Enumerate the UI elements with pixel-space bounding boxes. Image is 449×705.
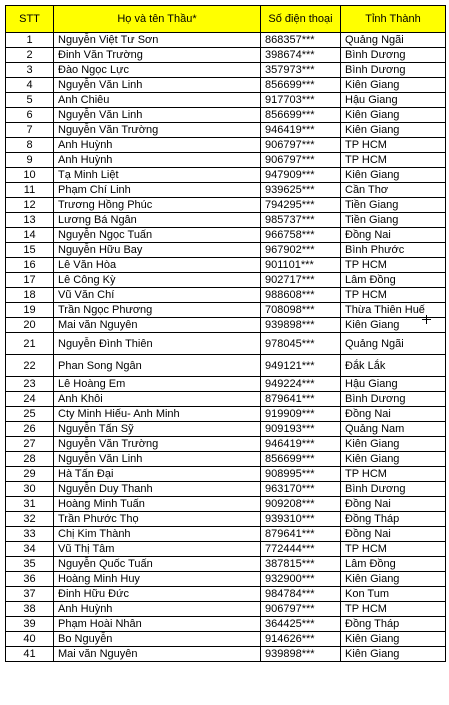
cell-stt[interactable]: 7	[6, 123, 54, 138]
cell-phone[interactable]: 364425***	[261, 617, 341, 632]
table-row	[6, 437, 446, 452]
cell-stt[interactable]: 9	[6, 153, 54, 168]
table-row	[6, 108, 446, 123]
cell-stt[interactable]: 12	[6, 198, 54, 213]
cell-stt[interactable]: 17	[6, 273, 54, 288]
cell-name[interactable]: Đào Ngọc Lực	[54, 63, 261, 78]
cell-stt[interactable]: 10	[6, 168, 54, 183]
cell-name[interactable]: Phan Song Ngân	[54, 355, 261, 377]
table-row	[6, 303, 446, 318]
cell-name[interactable]: Nguyễn Tấn Sỹ	[54, 422, 261, 437]
cell-name[interactable]: Anh Huỳnh	[54, 153, 261, 168]
table-row	[6, 123, 446, 138]
cell-stt[interactable]: 41	[6, 647, 54, 662]
table-row	[6, 183, 446, 198]
cell-phone[interactable]: 357973***	[261, 63, 341, 78]
cell-province[interactable]: Kiên Giang	[341, 437, 446, 452]
cell-province[interactable]: Lâm Đồng	[341, 557, 446, 572]
cell-stt[interactable]: 3	[6, 63, 54, 78]
cell-stt[interactable]: 36	[6, 572, 54, 587]
cell-province[interactable]: Đắk Lắk	[341, 355, 446, 377]
cell-phone[interactable]: 906797***	[261, 138, 341, 153]
cell-name[interactable]: Nguyễn Ngọc Tuấn	[54, 228, 261, 243]
cell-province[interactable]: Đồng Nai	[341, 228, 446, 243]
cell-stt[interactable]: 22	[6, 355, 54, 377]
cell-name[interactable]: Bo Nguyễn	[54, 632, 261, 647]
cell-province[interactable]: Đồng Nai	[341, 407, 446, 422]
cell-phone[interactable]: 946419***	[261, 437, 341, 452]
table-row	[6, 647, 446, 662]
cell-province[interactable]: Tiền Giang	[341, 213, 446, 228]
cell-phone[interactable]: 909208***	[261, 497, 341, 512]
cell-province[interactable]: Hậu Giang	[341, 93, 446, 108]
table-row	[6, 572, 446, 587]
cell-name[interactable]: Chị Kim Thành	[54, 527, 261, 542]
cell-stt[interactable]: 4	[6, 78, 54, 93]
cell-name[interactable]: Lê Công Kỳ	[54, 273, 261, 288]
cell-name[interactable]: Hoàng Minh Huy	[54, 572, 261, 587]
cell-phone[interactable]: 949121***	[261, 355, 341, 377]
cell-province[interactable]: Kiên Giang	[341, 632, 446, 647]
cell-phone[interactable]: 917703***	[261, 93, 341, 108]
cell-name[interactable]: Anh Chiêu	[54, 93, 261, 108]
cell-province[interactable]: TP HCM	[341, 288, 446, 303]
cell-name[interactable]: Nguyễn Văn Linh	[54, 452, 261, 467]
cell-name[interactable]: Hà Tấn Đại	[54, 467, 261, 482]
cell-province[interactable]: Đồng Nai	[341, 527, 446, 542]
cell-name[interactable]: Vũ Văn Chí	[54, 288, 261, 303]
cell-phone[interactable]: 985737***	[261, 213, 341, 228]
table-row	[6, 63, 446, 78]
cell-name[interactable]: Đinh Văn Trường	[54, 48, 261, 63]
cell-province[interactable]: Quảng Ngãi	[341, 333, 446, 355]
cell-name[interactable]: Đinh Hữu Đức	[54, 587, 261, 602]
cell-name[interactable]: Anh Huỳnh	[54, 138, 261, 153]
cell-stt[interactable]: 40	[6, 632, 54, 647]
cell-province[interactable]: TP HCM	[341, 153, 446, 168]
cell-stt[interactable]: 11	[6, 183, 54, 198]
cell-phone[interactable]: 988608***	[261, 288, 341, 303]
cell-phone[interactable]: 901101***	[261, 258, 341, 273]
cell-phone[interactable]: 909193***	[261, 422, 341, 437]
cell-name[interactable]: Vũ Thị Tâm	[54, 542, 261, 557]
cell-stt[interactable]: 13	[6, 213, 54, 228]
cell-stt[interactable]: 32	[6, 512, 54, 527]
cell-name[interactable]: Trương Hồng Phúc	[54, 198, 261, 213]
cell-name[interactable]: Lê Hoàng Em	[54, 377, 261, 392]
table-row	[6, 422, 446, 437]
cell-name[interactable]: Lương Bá Ngân	[54, 213, 261, 228]
table-row	[6, 228, 446, 243]
cell-stt[interactable]: 35	[6, 557, 54, 572]
cell-stt[interactable]: 39	[6, 617, 54, 632]
cell-phone[interactable]: 708098***	[261, 303, 341, 318]
cell-phone[interactable]: 879641***	[261, 527, 341, 542]
cell-phone[interactable]: 939310***	[261, 512, 341, 527]
cell-phone[interactable]: 908995***	[261, 467, 341, 482]
header-row	[6, 6, 446, 33]
cell-province[interactable]: TP HCM	[341, 467, 446, 482]
cell-name[interactable]: Nguyễn Văn Trường	[54, 437, 261, 452]
cell-name[interactable]: Cty Minh Hiếu- Anh Minh	[54, 407, 261, 422]
cell-province[interactable]: Bình Phước	[341, 243, 446, 258]
cell-stt[interactable]: 15	[6, 243, 54, 258]
cell-province[interactable]: Hậu Giang	[341, 377, 446, 392]
cell-stt[interactable]: 37	[6, 587, 54, 602]
cell-province[interactable]: Kiên Giang	[341, 78, 446, 93]
cell-name[interactable]: Nguyễn Duy Thanh	[54, 482, 261, 497]
cell-province[interactable]: Quảng Ngãi	[341, 33, 446, 48]
cell-province[interactable]: Kiên Giang	[341, 452, 446, 467]
cell-stt[interactable]: 21	[6, 333, 54, 355]
cell-phone[interactable]: 947909***	[261, 168, 341, 183]
cell-name[interactable]: Nguyễn Đình Thiên	[54, 333, 261, 355]
cell-province[interactable]: Lâm Đồng	[341, 273, 446, 288]
cell-name[interactable]: Nguyễn Văn Trường	[54, 123, 261, 138]
cell-phone[interactable]: 794295***	[261, 198, 341, 213]
cell-stt[interactable]: 20	[6, 318, 54, 333]
cell-stt[interactable]: 24	[6, 392, 54, 407]
cell-province[interactable]: Kon Tum	[341, 587, 446, 602]
cell-name[interactable]: Trần Phước Thọ	[54, 512, 261, 527]
cell-province[interactable]: TP HCM	[341, 602, 446, 617]
header-phone[interactable]: Số điện thoại	[261, 6, 341, 33]
cell-phone[interactable]: 772444***	[261, 542, 341, 557]
cell-province[interactable]: Bình Dương	[341, 392, 446, 407]
cell-name[interactable]: Nguyễn Văn Linh	[54, 78, 261, 93]
cell-province[interactable]: TP HCM	[341, 542, 446, 557]
cell-province[interactable]: Quảng Nam	[341, 422, 446, 437]
cell-phone[interactable]: 856699***	[261, 108, 341, 123]
table-row	[6, 288, 446, 303]
cell-phone[interactable]: 949224***	[261, 377, 341, 392]
crosshair-cursor-icon	[422, 315, 431, 324]
cell-phone[interactable]: 879641***	[261, 392, 341, 407]
cell-stt[interactable]: 26	[6, 422, 54, 437]
cell-stt[interactable]: 8	[6, 138, 54, 153]
cell-phone[interactable]: 932900***	[261, 572, 341, 587]
table-row	[6, 153, 446, 168]
cell-phone[interactable]: 939898***	[261, 647, 341, 662]
table-row	[6, 482, 446, 497]
cell-province[interactable]: Kiên Giang	[341, 318, 446, 333]
cell-stt[interactable]: 30	[6, 482, 54, 497]
table-row	[6, 632, 446, 647]
table-row	[6, 78, 446, 93]
cell-stt[interactable]: 34	[6, 542, 54, 557]
cell-province[interactable]: Thừa Thiên Huế	[341, 303, 446, 318]
table-row	[6, 48, 446, 63]
cell-province[interactable]: TP HCM	[341, 258, 446, 273]
cell-phone[interactable]: 398674***	[261, 48, 341, 63]
table-row	[6, 168, 446, 183]
cell-name[interactable]: Mai văn Nguyên	[54, 647, 261, 662]
cell-name[interactable]: Hoàng Minh Tuấn	[54, 497, 261, 512]
cell-phone[interactable]: 902717***	[261, 273, 341, 288]
cell-name[interactable]: Anh Huỳnh	[54, 602, 261, 617]
cell-province[interactable]: Bình Dương	[341, 63, 446, 78]
table-row	[6, 467, 446, 482]
cell-phone[interactable]: 906797***	[261, 153, 341, 168]
cell-name[interactable]: Nguyễn Việt Tư Sơn	[54, 33, 261, 48]
cell-province[interactable]: TP HCM	[341, 138, 446, 153]
cell-phone[interactable]: 939898***	[261, 318, 341, 333]
cell-stt[interactable]: 14	[6, 228, 54, 243]
cell-name[interactable]: Mai văn Nguyên	[54, 318, 261, 333]
cell-phone[interactable]: 914626***	[261, 632, 341, 647]
cell-province[interactable]: Kiên Giang	[341, 108, 446, 123]
cell-phone[interactable]: 963170***	[261, 482, 341, 497]
cell-stt[interactable]: 18	[6, 288, 54, 303]
table-row	[6, 198, 446, 213]
table-row	[6, 243, 446, 258]
cell-province[interactable]: Đồng Nai	[341, 497, 446, 512]
cell-stt[interactable]: 6	[6, 108, 54, 123]
table-row	[6, 258, 446, 273]
cell-name[interactable]: Phạm Hoài Nhân	[54, 617, 261, 632]
cell-province[interactable]: Tiền Giang	[341, 198, 446, 213]
cell-phone[interactable]: 984784***	[261, 587, 341, 602]
cell-phone[interactable]: 856699***	[261, 452, 341, 467]
table-row	[6, 33, 446, 48]
table-row	[6, 527, 446, 542]
cell-phone[interactable]: 966758***	[261, 228, 341, 243]
table-row	[6, 318, 446, 333]
cell-stt[interactable]: 23	[6, 377, 54, 392]
cell-name[interactable]: Nguyễn Văn Linh	[54, 108, 261, 123]
cell-stt[interactable]: 25	[6, 407, 54, 422]
table-row	[6, 377, 446, 392]
table-row	[6, 407, 446, 422]
table-body	[6, 33, 446, 662]
table-row	[6, 497, 446, 512]
cell-phone[interactable]: 868357***	[261, 33, 341, 48]
cell-province[interactable]: Đồng Tháp	[341, 617, 446, 632]
cell-name[interactable]: Phạm Chí Linh	[54, 183, 261, 198]
cell-province[interactable]: Đồng Tháp	[341, 512, 446, 527]
cell-phone[interactable]: 919909***	[261, 407, 341, 422]
table-row	[6, 512, 446, 527]
table-row	[6, 138, 446, 153]
cell-phone[interactable]: 946419***	[261, 123, 341, 138]
cell-stt[interactable]: 19	[6, 303, 54, 318]
cell-province[interactable]: Kiên Giang	[341, 647, 446, 662]
cell-stt[interactable]: 29	[6, 467, 54, 482]
table-row	[6, 452, 446, 467]
table-row	[6, 617, 446, 632]
cell-name[interactable]: Tạ Minh Liệt	[54, 168, 261, 183]
cell-province[interactable]: Kiên Giang	[341, 572, 446, 587]
cell-stt[interactable]: 2	[6, 48, 54, 63]
cell-stt[interactable]: 28	[6, 452, 54, 467]
cell-phone[interactable]: 906797***	[261, 602, 341, 617]
cell-province[interactable]: Bình Dương	[341, 48, 446, 63]
table-row	[6, 542, 446, 557]
cell-phone[interactable]: 387815***	[261, 557, 341, 572]
table-row	[6, 213, 446, 228]
table-row	[6, 333, 446, 355]
table-row	[6, 602, 446, 617]
table-row	[6, 587, 446, 602]
table-row	[6, 557, 446, 572]
table-row	[6, 392, 446, 407]
table-row	[6, 273, 446, 288]
contractor-table	[5, 5, 446, 662]
cell-stt[interactable]: 16	[6, 258, 54, 273]
cell-stt[interactable]: 33	[6, 527, 54, 542]
header-province[interactable]: Tỉnh Thành	[341, 6, 446, 33]
cell-phone[interactable]: 939625***	[261, 183, 341, 198]
cell-name[interactable]: Trần Ngọc Phương	[54, 303, 261, 318]
cell-name[interactable]: Anh Khôi	[54, 392, 261, 407]
cell-stt[interactable]: 31	[6, 497, 54, 512]
cell-province[interactable]: Cần Thơ	[341, 183, 446, 198]
cell-name[interactable]: Lê Văn Hòa	[54, 258, 261, 273]
cell-stt[interactable]: 1	[6, 33, 54, 48]
cell-phone[interactable]: 856699***	[261, 78, 341, 93]
cell-phone[interactable]: 978045***	[261, 333, 341, 355]
cell-province[interactable]: Kiên Giang	[341, 123, 446, 138]
cell-province[interactable]: Kiên Giang	[341, 168, 446, 183]
cell-phone[interactable]: 967902***	[261, 243, 341, 258]
header-stt[interactable]: STT	[6, 6, 54, 33]
table-row	[6, 93, 446, 108]
cell-stt[interactable]: 27	[6, 437, 54, 452]
header-name[interactable]: Họ và tên Thầu*	[54, 6, 261, 33]
cell-province[interactable]: Bình Dương	[341, 482, 446, 497]
cell-stt[interactable]: 38	[6, 602, 54, 617]
table-row	[6, 355, 446, 377]
cell-stt[interactable]: 5	[6, 93, 54, 108]
cell-name[interactable]: Nguyễn Hữu Bay	[54, 243, 261, 258]
cell-name[interactable]: Nguyễn Quốc Tuấn	[54, 557, 261, 572]
